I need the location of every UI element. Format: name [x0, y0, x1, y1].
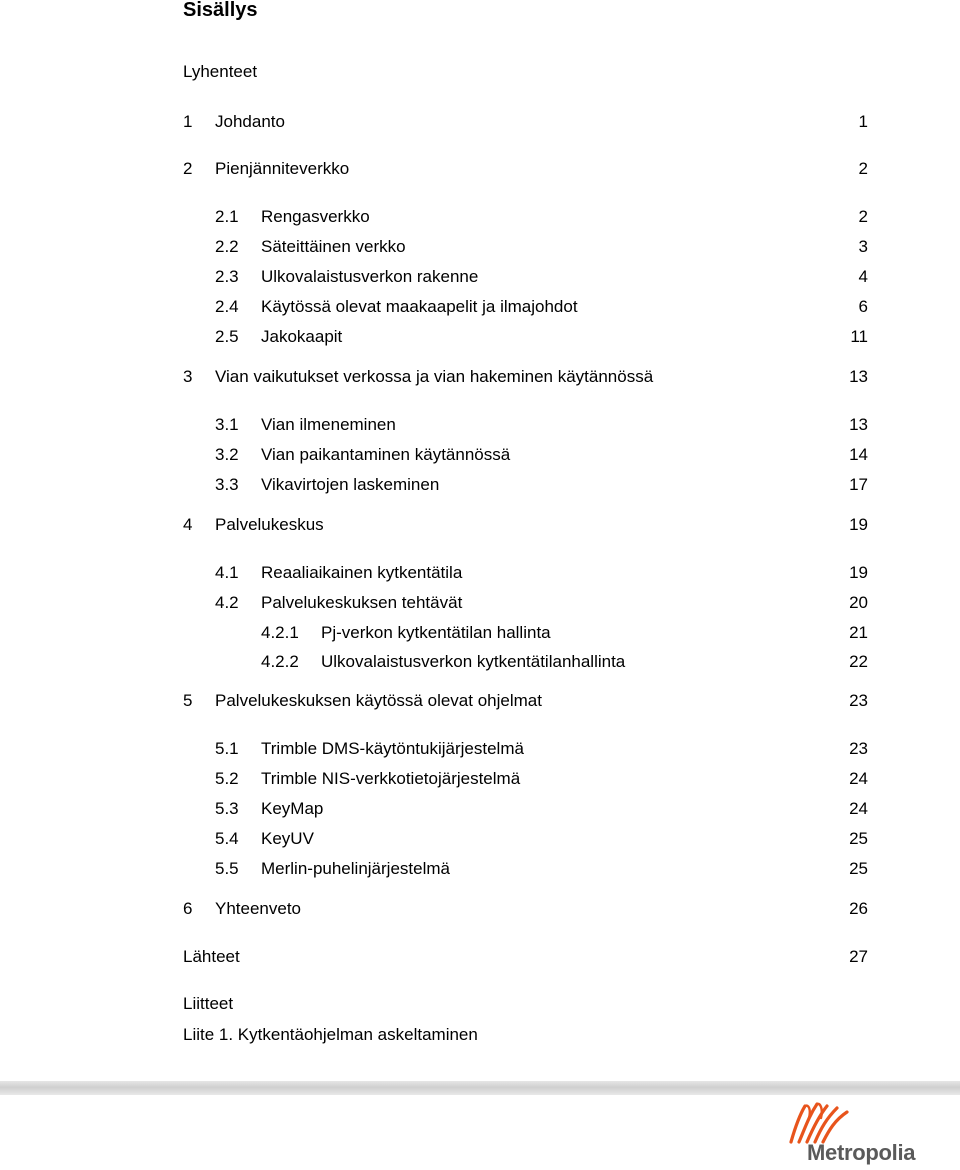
toc-entry-4-2[interactable] [0, 592, 960, 614]
toc-entry-3-3[interactable] [0, 474, 960, 496]
toc-entry-lyhenteet[interactable] [0, 61, 960, 83]
toc-entry-number: 5.3 [215, 799, 239, 818]
toc-entry-title: KeyMap [261, 799, 324, 818]
toc-entry-page: 4 [858, 267, 868, 286]
footer-bar [0, 1081, 960, 1095]
toc-entry-2-5[interactable] [0, 326, 960, 348]
toc-entry-number: 3.1 [215, 415, 239, 434]
toc-entry-5[interactable] [0, 690, 960, 712]
toc-entry-page: 27 [849, 947, 868, 966]
toc-entry-2-2[interactable] [0, 236, 960, 258]
toc-entry-page: 11 [850, 327, 868, 346]
page-title: Sisällys [183, 0, 258, 21]
toc-entry-number: 4.1 [215, 563, 239, 582]
toc-entry-number: 2.2 [215, 237, 239, 256]
toc-entry-title: Trimble NIS-verkkotietojärjestelmä [261, 769, 521, 788]
toc-entry-2-1[interactable] [0, 206, 960, 228]
toc-entry-title: Jakokaapit [261, 327, 343, 346]
toc-entry-title: Trimble DMS-käytöntukijärjestelmä [261, 739, 524, 758]
toc-entry-page: 26 [849, 899, 868, 918]
toc-entry-2-4[interactable] [0, 296, 960, 318]
toc-entry-page: 25 [849, 829, 868, 848]
toc-entry-title: Pj-verkon kytkentätilan hallinta [321, 623, 551, 642]
toc-entry-title: Vian paikantaminen käytännössä [261, 445, 511, 464]
toc-entry-title: Reaaliaikainen kytkentätila [261, 563, 463, 582]
toc-entry-number: 5.2 [215, 769, 239, 788]
toc-entry-number: 3.2 [215, 445, 239, 464]
toc-entry-number: 2 [183, 159, 193, 178]
toc-entry-lahteet[interactable] [0, 946, 960, 968]
toc-entry-title: Vian ilmeneminen [261, 415, 396, 434]
toc-entry-title: Vikavirtojen laskeminen [261, 475, 440, 494]
toc-entry-page: 21 [849, 623, 868, 642]
toc-entry-page: 17 [849, 475, 868, 494]
toc-entry-title: Rengasverkko [261, 207, 370, 226]
toc-entry-5-5[interactable] [0, 858, 960, 880]
toc-entry-number: 6 [183, 899, 193, 918]
toc-entry-page: 22 [849, 652, 868, 671]
toc-entry-page: 23 [849, 691, 868, 710]
toc-entry-5-3[interactable] [0, 798, 960, 820]
toc-entry-4-2-2[interactable] [0, 651, 960, 673]
toc-entry-title: Lyhenteet [183, 62, 258, 81]
toc-entry-page: 1 [858, 112, 868, 131]
metropolia-logo [785, 1100, 935, 1170]
metropolia-logo-icon [785, 1100, 865, 1144]
toc-entry-page: 2 [858, 207, 868, 226]
toc-entry-title: Yhteenveto [215, 899, 302, 918]
toc-entry-title: Merlin-puhelinjärjestelmä [261, 859, 450, 878]
toc-entry-5-4[interactable] [0, 828, 960, 850]
toc-entry-title: KeyUV [261, 829, 314, 848]
toc-entry-5-1[interactable] [0, 738, 960, 760]
toc-entry-number: 2.4 [215, 297, 239, 316]
toc-entry-title: Pienjänniteverkko [215, 159, 350, 178]
toc-entry-3[interactable] [0, 366, 960, 388]
toc-entry-page: 2 [858, 159, 868, 178]
toc-entry-6[interactable] [0, 898, 960, 920]
toc-entry-title: Johdanto [215, 112, 285, 131]
toc-entry-page: 20 [849, 593, 868, 612]
toc-entry-title: Palvelukeskus [215, 515, 324, 534]
toc-entry-title: Säteittäinen verkko [261, 237, 406, 256]
toc-entry-page: 25 [849, 859, 868, 878]
toc-entry-number: 3.3 [215, 475, 239, 494]
toc-entry-number: 1 [183, 112, 193, 131]
toc-entry-number: 2.3 [215, 267, 239, 286]
toc-entry-page: 14 [849, 445, 868, 464]
toc-entry-4[interactable] [0, 514, 960, 536]
toc-entry-page: 19 [849, 563, 868, 582]
toc-entry-title: Liitteet [183, 994, 234, 1013]
toc-entry-number: 3 [183, 367, 193, 386]
toc-entry-4-1[interactable] [0, 562, 960, 584]
toc-entry-number: 5.5 [215, 859, 239, 878]
toc-entry-liitteet[interactable] [0, 993, 960, 1015]
toc-entry-number: 4.2.2 [261, 652, 299, 671]
toc-entry-title: Ulkovalaistusverkon kytkentätilanhallinta [321, 652, 626, 671]
toc-entry-liite-1[interactable] [0, 1024, 960, 1046]
toc-entry-5-2[interactable] [0, 768, 960, 790]
logo-wordmark: Metropolia [807, 1140, 916, 1165]
toc-entry-page: 24 [849, 799, 868, 818]
toc-entry-page: 6 [858, 297, 868, 316]
toc-entry-2-3[interactable] [0, 266, 960, 288]
toc-entry-page: 23 [849, 739, 868, 758]
toc-entry-number: 4.2 [215, 593, 239, 612]
toc-entry-title: Palvelukeskuksen tehtävät [261, 593, 463, 612]
toc-entry-title: Liite 1. Kytkentäohjelman askeltaminen [183, 1025, 478, 1044]
toc-entry-title: Lähteet [183, 947, 240, 966]
toc-entry-2[interactable] [0, 158, 960, 180]
toc-entry-number: 2.5 [215, 327, 239, 346]
toc-entry-number: 2.1 [215, 207, 239, 226]
toc-entry-number: 4 [183, 515, 193, 534]
toc-entry-page: 24 [849, 769, 868, 788]
toc-entry-1[interactable] [0, 111, 960, 133]
toc-entry-title: Ulkovalaistusverkon rakenne [261, 267, 479, 286]
toc-entry-number: 5.4 [215, 829, 239, 848]
toc-entry-page: 19 [849, 515, 868, 534]
toc-entry-3-1[interactable] [0, 414, 960, 436]
toc-entry-number: 5 [183, 691, 193, 710]
toc-entry-page: 13 [849, 415, 868, 434]
toc-entry-page: 3 [858, 237, 868, 256]
toc-entry-number: 5.1 [215, 739, 239, 758]
toc-entry-title: Käytössä olevat maakaapelit ja ilmajohdot [261, 297, 578, 316]
toc-entry-3-2[interactable] [0, 444, 960, 466]
toc-entry-4-2-1[interactable] [0, 622, 960, 644]
toc-entry-title: Palvelukeskuksen käytössä olevat ohjelmat [215, 691, 542, 710]
toc-entry-title: Vian vaikutukset verkossa ja vian hakeminen käytännössä [215, 367, 654, 386]
toc-entry-number: 4.2.1 [261, 623, 299, 642]
toc-entry-page: 13 [849, 367, 868, 386]
